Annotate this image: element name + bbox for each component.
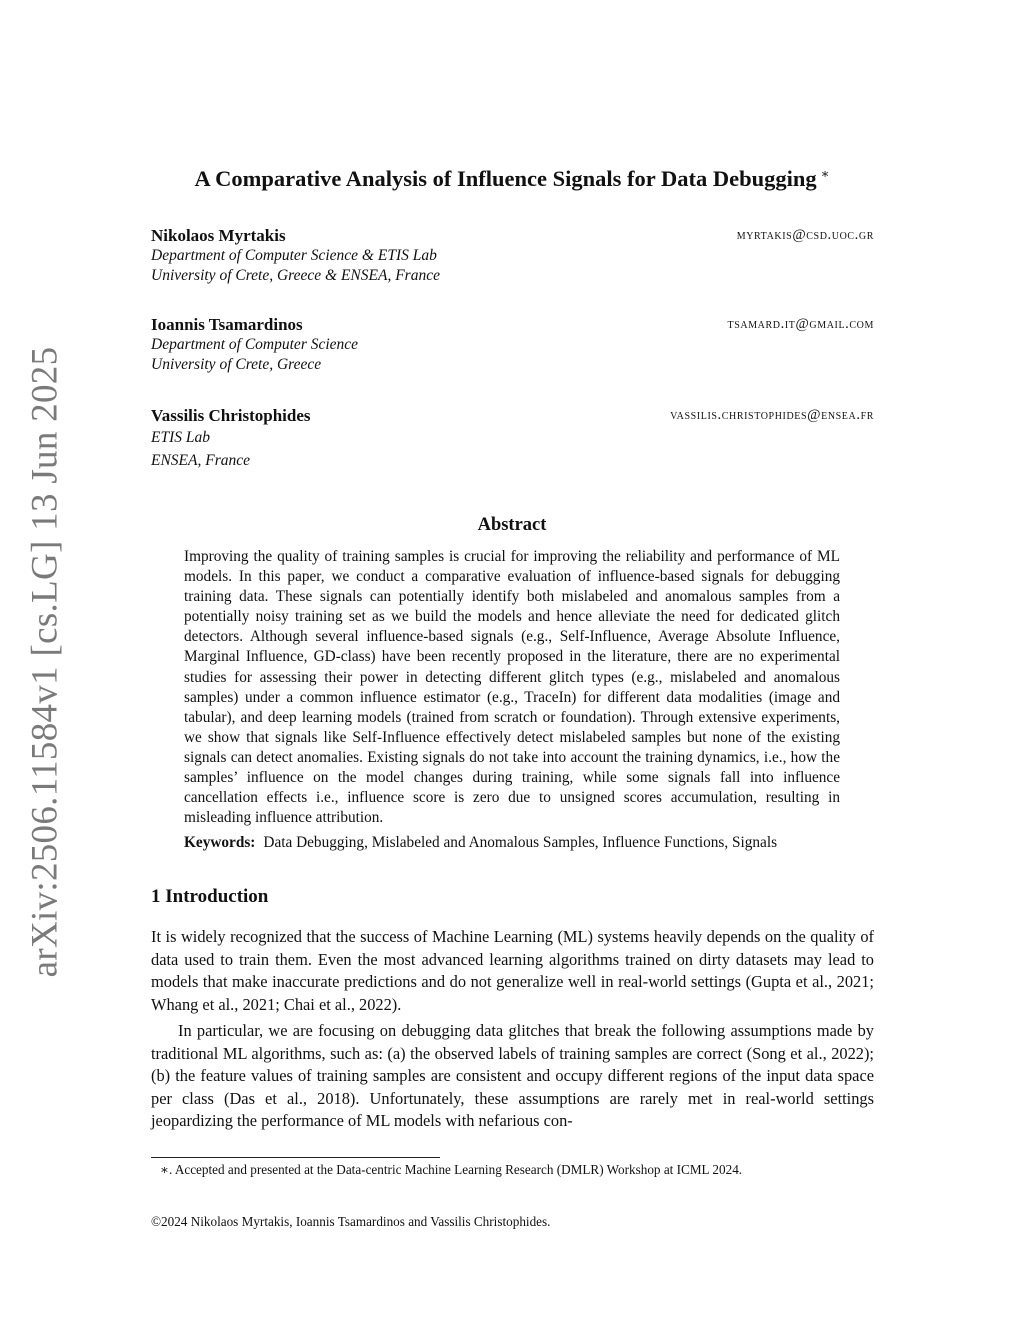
footnote-divider [151, 1157, 440, 1158]
author-email[interactable]: myrtakis@csd.uoc.gr [736, 227, 874, 243]
author-email[interactable]: vassilis.christophides@ensea.fr [670, 407, 874, 423]
author-name: Ioannis Tsamardinos [151, 315, 303, 334]
author-block-3 [151, 406, 874, 472]
paper-title [150, 166, 874, 192]
author-affiliation: University of Crete, Greece [151, 356, 322, 373]
author-block-2 [151, 315, 874, 375]
title-footnote-marker: ∗ [820, 166, 830, 181]
author-affiliation: University of Crete, Greece & ENSEA, France [151, 267, 440, 284]
keywords [184, 833, 844, 853]
author-affiliation: ENSEA, France [151, 452, 251, 469]
author-affiliation: ETIS Lab [151, 429, 210, 446]
author-affiliation: Department of Computer Science & ETIS Lab [151, 247, 437, 264]
author-email[interactable]: tsamard.it@gmail.com [727, 316, 874, 332]
author-name: Nikolaos Myrtakis [151, 226, 286, 245]
paper-title-text: A Comparative Analysis of Influence Signals for Data Debugging [194, 166, 817, 191]
author-name: Vassilis Christophides [151, 406, 311, 425]
abstract-text: Improving the quality of training samples is crucial for improving the reliability and performance of ML models. In this paper, we conduct a comparative evaluation of influence-based signals for debugging training data. These signals can potentially identify both mislabeled and anomalous samples from a potentially noisy training set as we build the models and hence alleviate the need for dedicated glitch detectors. Although several influence-based signals (e.g., Self-Influence, Average Absolute Influence, Marginal Influence, GD-class) have been recently proposed in the literature, there are no experimental studies for assessing their power in detecting different glitch types (e.g., mislabeled and anomalous samples) under a common influence estimator (e.g., TraceIn) for different data modalities (image and tabular), and deep learning models (trained from scratch or foundation). Through extensive experiments, we show that signals like Self-Influence effectively detect mislabeled samples but none of the existing signals can detect anomalies. Existing signals do not take into account the training dynamics, i.e., how the samples’ influence on the model changes during training, while some signals fall into influence cancellation effects i.e., influence score is zero due to unsigned scores accumulation, resulting in misleading influence attribution. [184, 548, 840, 827]
copyright-notice: ©2024 Nikolaos Myrtakis, Ioannis Tsamardinos and Vassilis Christophides. [151, 1214, 551, 1229]
footnote: ∗. Accepted and presented at the Data-centric Machine Learning Research (DMLR) Workshop at ICML 2024. [160, 1162, 743, 1177]
arxiv-identifier: arXiv:2506.11584v1 [cs.LG] 13 Jun 2025 [24, 346, 66, 978]
section-heading-introduction: 1 Introduction [151, 886, 269, 907]
intro-paragraph-2: In particular, we are focusing on debugging data glitches that break the following assumptions made by traditional ML algorithms, such as: (a) the observed labels of training samples are correct (Song et al., 2022); (b) the feature values of training samples are consistent and occupy different regions of the input data space per class (Das et al., 2018). Unfortunately, these assumptions are rarely met in real-world settings jeopardizing the performance of ML models with nefarious con- [151, 1021, 874, 1131]
keywords-label: Keywords: [184, 834, 256, 851]
author-affiliation: Department of Computer Science [151, 336, 359, 353]
abstract-heading: Abstract [477, 515, 547, 535]
author-block-1 [151, 226, 874, 286]
intro-paragraph-1: It is widely recognized that the success of Machine Learning (ML) systems heavily depends on the quality of data used to train them. Even the most advanced learning algorithms trained on dirty datasets may lead to models that make inaccurate predictions and do not generalize well in real-world settings (Gupta et al., 2021; Whang et al., 2021; Chai et al., 2022). [151, 927, 874, 1014]
keywords-list: Data Debugging, Mislabeled and Anomalous Samples, Influence Functions, Signals [263, 834, 778, 851]
